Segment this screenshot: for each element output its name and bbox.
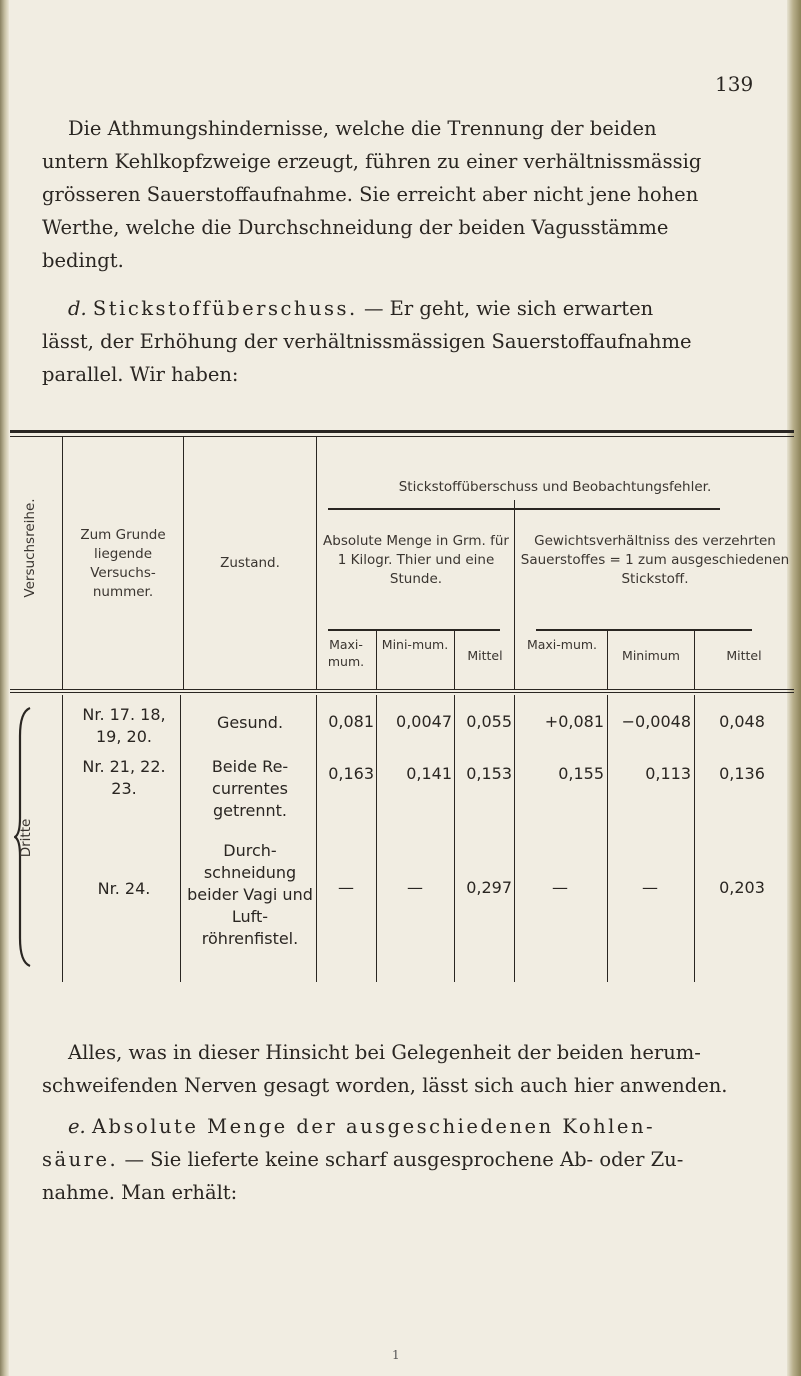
cell-max-2: — — [552, 878, 568, 897]
header-maximum: Maxi-mum. — [327, 637, 365, 669]
paragraph-kohlensaeure — [42, 1110, 752, 1209]
header-mittel: Mittel — [467, 648, 503, 663]
cell-mittel-2: 0,048 — [719, 712, 765, 731]
col-divider — [316, 437, 317, 689]
header-group-title: Stickstoffüberschuss und Beobachtungsfehler. — [398, 479, 712, 495]
cell-min-2: 0,113 — [645, 764, 691, 783]
cell-max: — — [338, 878, 354, 897]
col-divider — [514, 695, 515, 982]
group-brace — [328, 508, 720, 510]
col-divider — [607, 695, 608, 982]
cell-min: 0,141 — [406, 764, 452, 783]
text-line: grösseren Sauerstoffaufnahme. Sie erreicht aber nicht jene hohen — [42, 183, 699, 206]
col-divider — [607, 630, 608, 689]
text-line: parallel. Wir haben: — [42, 363, 239, 386]
text-line: — Er geht, wie sich erwarten — [357, 297, 654, 320]
text-line: untern Kehlkopfzweige erzeugt, führen zu einer verhältnissmässig — [42, 150, 702, 173]
text-line: bedingt. — [42, 249, 124, 272]
cell-max-2: 0,155 — [558, 764, 604, 783]
col-divider — [694, 630, 695, 689]
header-bottom-rule-thin — [10, 692, 794, 693]
header-gewichtsverhaeltniss: Gewichtsverhältniss des verzehrten Sauerstoffes = 1 zum ausgeschiedenen Stickstoff. — [520, 533, 790, 587]
text-line: nahme. Man erhält: — [42, 1181, 238, 1204]
table-top-rule-thin — [10, 436, 794, 437]
section-heading: Absolute Menge der ausgeschiedenen Kohlen- — [91, 1115, 656, 1138]
cell-max: 0,163 — [328, 764, 374, 783]
section-heading-cont: säure. — [42, 1148, 119, 1171]
col-divider — [183, 437, 184, 689]
col-divider — [454, 630, 455, 689]
paragraph-stickstoff — [42, 292, 752, 391]
header-versuchsreihe: Versuchsreihe. — [22, 498, 38, 598]
page-edge-right — [787, 0, 801, 1376]
cell-mittel-2: 0,136 — [719, 764, 765, 783]
row-zustand: Beide Re-currentes getrennt. — [211, 757, 289, 820]
row-nummer: Nr. 21, 22. 23. — [82, 757, 166, 798]
col-divider — [454, 695, 455, 982]
header-versuchsnummer: Zum Grunde liegende Versuchs-nummer. — [80, 527, 166, 600]
text-line: Die Athmungshindernisse, welche die Trennung der beiden — [68, 117, 657, 140]
paragraph-athmungshindernisse — [42, 112, 752, 277]
text-line: — Sie lieferte keine scharf ausgesprochene Ab- oder Zu- — [118, 1148, 684, 1171]
cell-min: 0,0047 — [396, 712, 452, 731]
header-minimum: Mini-mum. — [381, 637, 449, 652]
header-maximum-2: Maxi-mum. — [526, 637, 598, 652]
text-line: lässt, der Erhöhung der verhältnissmässigen Sauerstoffaufnahme — [42, 330, 692, 353]
row-nummer: Nr. 24. — [97, 879, 151, 898]
section-heading: Stickstoffüberschuss. — [92, 297, 358, 320]
row-zustand: Durch-schneidung beider Vagi und Luft-röhrenfistel. — [187, 841, 313, 948]
footer-mark: 1 — [392, 1348, 400, 1362]
page-edge-left — [0, 0, 9, 1376]
col-divider — [376, 695, 377, 982]
col-divider — [514, 500, 515, 689]
cell-min-2: — — [642, 878, 658, 897]
cell-mittel: 0,055 — [466, 712, 512, 731]
col-divider — [694, 695, 695, 982]
col-divider — [376, 630, 377, 689]
text-line: Alles, was in dieser Hinsicht bei Gelegenheit der beiden herum- — [68, 1041, 701, 1064]
col-divider — [62, 695, 63, 982]
page-number: 139 — [715, 72, 754, 96]
cell-min-2: −0,0048 — [621, 712, 691, 731]
section-label: d. — [68, 297, 87, 320]
text-line: Werthe, welche die Durchschneidung der beiden Vagusstämme — [42, 216, 669, 239]
col-divider — [316, 695, 317, 982]
sub-brace-ratio — [536, 629, 752, 631]
cell-mittel: 0,153 — [466, 764, 512, 783]
cell-mittel: 0,297 — [466, 878, 512, 897]
row-zustand: Gesund. — [216, 713, 284, 732]
table-top-rule — [10, 430, 794, 433]
cell-min: — — [407, 878, 423, 897]
header-mittel-2: Mittel — [726, 648, 762, 663]
section-label: e. — [68, 1115, 86, 1138]
sub-brace-absolute — [328, 629, 500, 631]
header-absolute-menge: Absolute Menge in Grm. für 1 Kilogr. Thier und eine Stunde. — [323, 533, 509, 587]
col-divider — [62, 437, 63, 689]
text-line: schweifenden Nerven gesagt worden, lässt sich auch hier anwenden. — [42, 1074, 728, 1097]
paragraph-alles — [42, 1036, 752, 1102]
col-divider — [180, 695, 181, 982]
header-minimum-2: Minimum — [622, 648, 680, 663]
row-nummer: Nr. 17. 18, 19, 20. — [82, 705, 166, 746]
cell-mittel-2: 0,203 — [719, 878, 765, 897]
series-label-dritte: Dritte — [18, 818, 34, 858]
cell-max-2: +0,081 — [544, 712, 604, 731]
header-bottom-rule — [10, 689, 794, 690]
header-zustand: Zustand. — [220, 555, 280, 571]
cell-max: 0,081 — [328, 712, 374, 731]
